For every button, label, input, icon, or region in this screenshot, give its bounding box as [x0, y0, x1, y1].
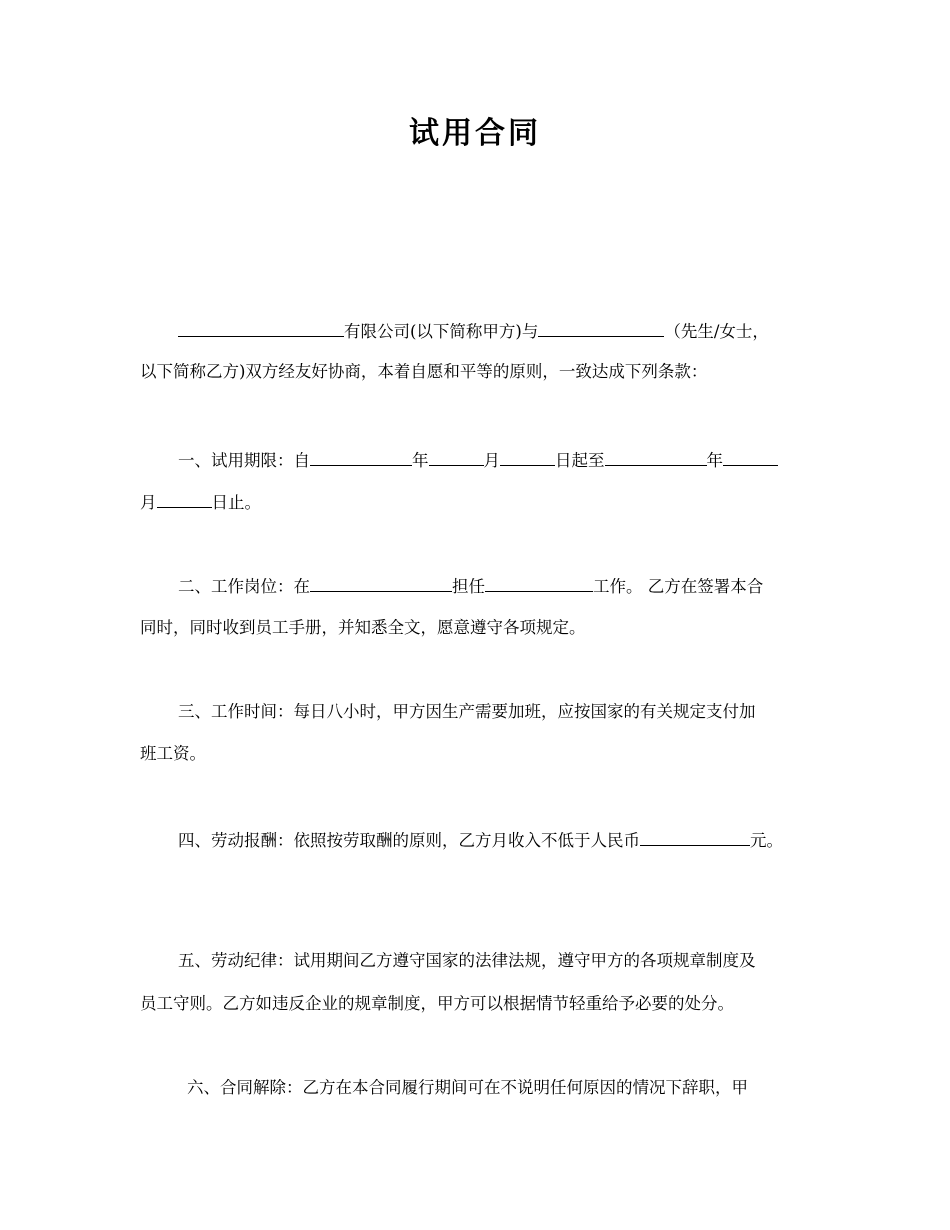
- job-title-blank[interactable]: [485, 571, 593, 592]
- start-month-blank[interactable]: [429, 445, 484, 466]
- clause-2-line-1: [178, 571, 763, 601]
- clause-2-label: 二、工作岗位：在: [178, 577, 310, 596]
- day-end-text: 日止。: [211, 493, 261, 512]
- salary-blank[interactable]: [640, 825, 750, 846]
- position-text: 担任: [452, 577, 485, 596]
- employee-name-blank[interactable]: [538, 316, 664, 337]
- department-blank[interactable]: [310, 571, 452, 592]
- clause-1-line-2: [140, 487, 261, 517]
- end-day-blank[interactable]: [157, 487, 212, 508]
- clause-4-text: 四、劳动报酬：依照按劳取酬的原则，乙方月收入不低于人民币: [178, 831, 640, 850]
- start-year-blank[interactable]: [310, 445, 412, 466]
- year-text: 年: [706, 451, 723, 470]
- clause-1-line-1: [178, 445, 778, 475]
- end-year-blank[interactable]: [605, 445, 707, 466]
- day-from-to-text: 日起至: [555, 451, 605, 470]
- clause-5-line-1: 五、劳动纪律：试用期间乙方遵守国家的法律法规，遵守甲方的各项规章制度及: [178, 951, 756, 970]
- intro-text-company: 有限公司(以下简称甲方)与: [344, 322, 539, 341]
- intro-text-title: （先生/女士，: [664, 322, 769, 341]
- clause-3-line-1: 三、工作时间：每日八小时，甲方因生产需要加班，应按国家的有关规定支付加: [178, 702, 756, 721]
- start-day-blank[interactable]: [500, 445, 555, 466]
- month-text: 月: [483, 451, 500, 470]
- intro-line-1: [178, 316, 769, 346]
- clause-4-line-1: [178, 825, 783, 855]
- clause-6-line-1: 六、合同解除：乙方在本合同履行期间可在不说明任何原因的情况下辞职，甲: [187, 1078, 748, 1097]
- company-name-blank[interactable]: [178, 316, 344, 337]
- intro-line-2: 以下简称乙方)双方经友好协商，本着自愿和平等的原则，一致达成下列条款：: [140, 362, 708, 381]
- month-text: 月: [140, 493, 157, 512]
- end-month-blank[interactable]: [723, 445, 778, 466]
- clause-2-text: 工作。 乙方在签署本合: [593, 577, 764, 596]
- clause-2-line-2: 同时，同时收到员工手册，并知悉全文，愿意遵守各项规定。: [140, 618, 586, 637]
- year-text: 年: [412, 451, 429, 470]
- clause-5-line-2: 员工守则。乙方如违反企业的规章制度，甲方可以根据情节轻重给予必要的处分。: [140, 994, 734, 1013]
- document-title: 试用合同: [409, 116, 541, 151]
- currency-unit-text: 元。: [750, 831, 783, 850]
- clause-1-label: 一、试用期限：自: [178, 451, 310, 470]
- clause-3-line-2: 班工资。: [140, 744, 206, 763]
